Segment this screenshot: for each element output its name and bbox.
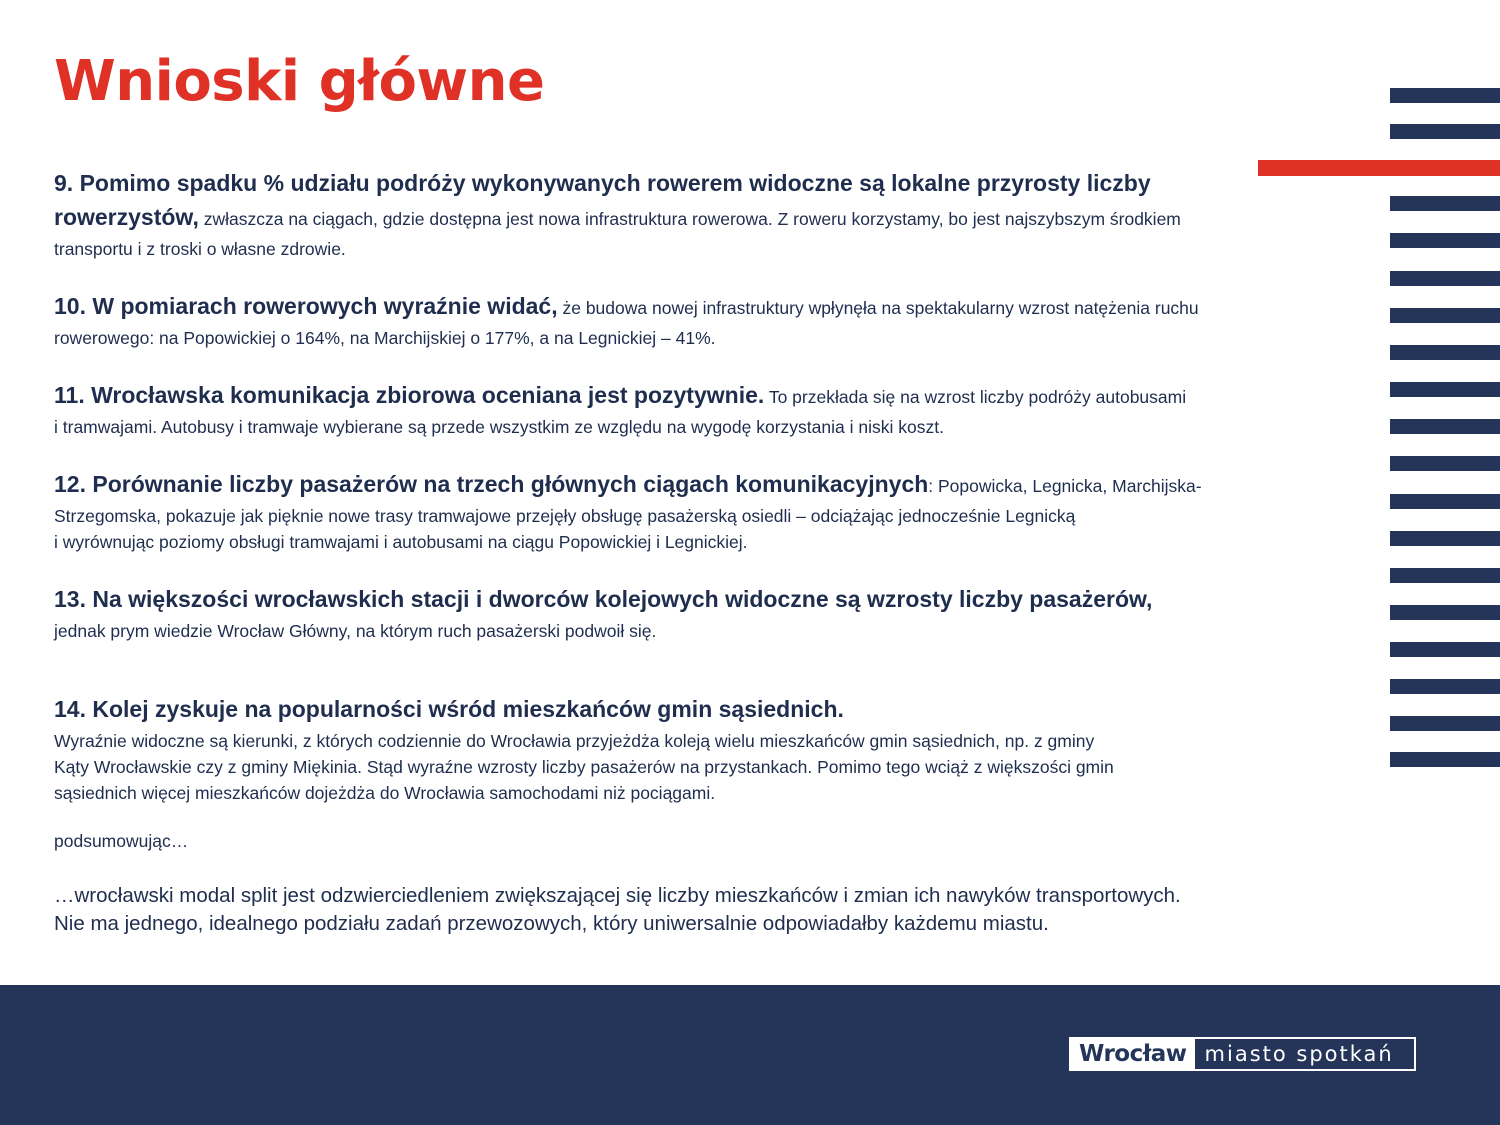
decorative-stripe	[1390, 345, 1500, 360]
decorative-stripe	[1390, 124, 1500, 139]
conclusion-14	[54, 694, 1384, 806]
logo-slogan: miasto spotkań	[1204, 1042, 1394, 1066]
wroclaw-logo	[1069, 1037, 1416, 1071]
decorative-stripe	[1390, 642, 1500, 657]
decorative-stripe	[1390, 716, 1500, 731]
conclusions-list	[54, 168, 1384, 938]
decorative-stripe	[1390, 88, 1500, 103]
decorative-stripe	[1390, 531, 1500, 546]
conclusion-12-body-cont: Strzegomska, pokazuje jak pięknie nowe trasy tramwajowe przejęły obsługę pasażerską osiedli – odciążając jednocześnie Legnicką	[54, 506, 1076, 526]
page-title: Wnioski główne	[54, 49, 545, 114]
conclusion-10-body: że budowa nowej infrastruktury wpłynęła na spektakularny wzrost natężenia ruchu	[557, 298, 1199, 318]
logo-city-name: Wrocław	[1071, 1039, 1195, 1069]
decorative-stripe	[1390, 271, 1500, 286]
decorative-stripe	[1390, 419, 1500, 434]
conclusion-11-body: To przekłada się na wzrost liczby podróży autobusami	[764, 387, 1187, 407]
conclusion-14-body-cont: Kąty Wrocławskie czy z gminy Miękinia. Stąd wyraźne wzrosty liczby pasażerów na przystankach. Pomimo tego wciąż z większości gmin	[54, 757, 1114, 777]
conclusion-9-body: zwłaszcza na ciągach, gdzie dostępna jest nowa infrastruktura rowerowa. Z roweru korzystamy, bo jest najszybszym środkiem	[198, 209, 1181, 229]
decorative-stripe	[1390, 308, 1500, 323]
conclusion-11-body-cont: i tramwajami. Autobusy i tramwaje wybierane są przede wszystkim ze względu na wygodę korzystania i niski koszt.	[54, 417, 944, 437]
conclusion-12	[54, 469, 1384, 555]
decorative-stripe	[1390, 568, 1500, 583]
conclusion-9	[54, 168, 1384, 262]
decorative-stripe	[1390, 196, 1500, 211]
summary	[54, 882, 1384, 938]
decorative-stripe	[1390, 679, 1500, 694]
conclusion-11	[54, 380, 1384, 440]
conclusion-12-body: : Popowicka, Legnicka, Marchijska-	[928, 476, 1202, 496]
conclusion-13-body: jednak prym wiedzie Wrocław Główny, na którym ruch pasażerski podwoił się.	[54, 621, 657, 641]
decorative-stripe	[1390, 494, 1500, 509]
conclusion-10-lead: 10. W pomiarach rowerowych wyraźnie widać,	[54, 293, 558, 319]
conclusion-12-lead: 12. Porównanie liczby pasażerów na trzech głównych ciągach komunikacyjnych	[54, 471, 929, 497]
decorative-stripes	[1390, 0, 1500, 780]
conclusion-14-lead: 14. Kolej zyskuje na popularności wśród mieszkańców gmin sąsiednich.	[54, 696, 844, 722]
conclusion-12-body-cont2: i wyrównując poziomy obsługi tramwajami i autobusami na ciągu Popowickiej i Legnickiej.	[54, 532, 748, 552]
conclusion-14-body: Wyraźnie widoczne są kierunki, z których codziennie do Wrocławia przyjeżdża koleją wielu mieszkańców gmin sąsiednich, np. z gminy	[54, 731, 1095, 751]
conclusion-9-body-cont: transportu i z troski o własne zdrowie.	[54, 239, 346, 259]
conclusion-13	[54, 584, 1384, 644]
decorative-stripe	[1390, 456, 1500, 471]
conclusion-14-body-cont2: sąsiednich więcej mieszkańców dojeżdża do Wrocławia samochodami niż pociągami.	[54, 783, 716, 803]
summary-line-2: Nie ma jednego, idealnego podziału zadań przewozowych, który uniwersalnie odpowiadałby każdemu miastu.	[54, 912, 1049, 935]
conclusion-9-lead: 9. Pomimo spadku % udziału podróży wykonywanych rowerem widoczne są lokalne przyrosty liczby	[54, 170, 1151, 196]
summary-line-1: …wrocławski modal split jest odzwierciedleniem zwiększającej się liczby mieszkańców i zmian ich nawyków transportowych.	[54, 884, 1181, 907]
conclusion-11-lead: 11. Wrocławska komunikacja zbiorowa oceniana jest pozytywnie.	[54, 382, 765, 408]
conclusion-10-body-cont: rowerowego: na Popowickiej o 164%, na Marchijskiej o 177%, a na Legnickiej – 41%.	[54, 328, 716, 348]
decorative-stripe	[1390, 382, 1500, 397]
decorative-stripe	[1390, 605, 1500, 620]
summary-label: podsumowując…	[54, 831, 189, 851]
conclusion-10	[54, 291, 1384, 351]
decorative-stripe	[1390, 233, 1500, 248]
conclusion-9-lead-cont: rowerzystów,	[54, 204, 199, 230]
decorative-stripe	[1390, 752, 1500, 767]
conclusion-13-lead: 13. Na większości wrocławskich stacji i dworców kolejowych widoczne są wzrosty liczby pasażerów,	[54, 586, 1153, 612]
